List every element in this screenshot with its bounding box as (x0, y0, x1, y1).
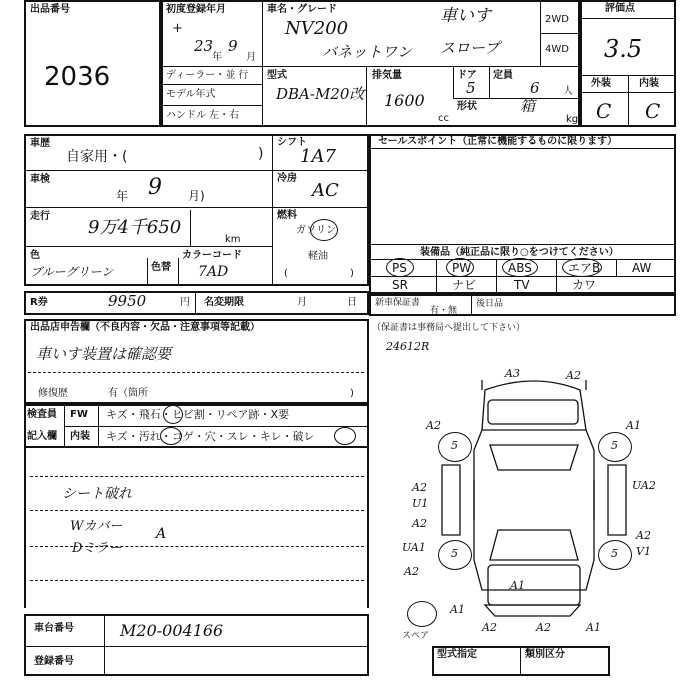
inspector-notes-suffix: A (156, 526, 167, 542)
km-unit: km (225, 234, 241, 245)
color-code-label: カラーコード (182, 250, 242, 261)
shift-value: 1A7 (300, 146, 336, 167)
color-code-value: 7AD (198, 264, 229, 280)
fuel-label: 燃料 (277, 210, 297, 221)
recycle-value: 9950 (108, 292, 147, 310)
damage-mark: A2 (536, 621, 551, 634)
type-value: DBA-M20改 (276, 85, 365, 103)
drive-4wd: 4WD (545, 44, 569, 55)
equip-ps-circle (386, 258, 414, 277)
lot-number: 2036 (44, 62, 111, 92)
model-year-label: モデル年式 (166, 89, 216, 100)
equip-abs: ABS (508, 261, 532, 275)
shaken-month: 9 (148, 175, 162, 200)
damage-mark: A2 (412, 517, 427, 530)
exterior-grade: C (596, 99, 612, 123)
warranty-note-label: （保証書は事務局へ提出して下さい） (372, 323, 526, 333)
capacity-label: 定員 (493, 70, 513, 81)
warranty-new-value: 有・無 (430, 306, 458, 316)
handle-label: ハンドル 左・右 (166, 110, 240, 121)
damage-mark: UA2 (632, 479, 656, 492)
equip-aw: AW (632, 261, 652, 275)
model-type-note: 車いす (440, 6, 491, 26)
displacement-value: 1600 (384, 91, 425, 110)
tire-label-rr: 5 (611, 547, 618, 560)
damage-mark: A2 (412, 481, 427, 494)
year-unit: 年 (212, 52, 222, 63)
recycle-label: R券 (30, 297, 48, 308)
shaken-year-unit: 年 (116, 189, 129, 203)
equip-leather: カワ (572, 278, 597, 292)
damage-mark: A1 (510, 579, 525, 592)
door-label: ドア (457, 70, 477, 81)
type-spec-label: 型式指定 (437, 649, 477, 660)
score-label: 評価点 (605, 3, 635, 14)
history-label: 車歴 (30, 138, 50, 149)
int-circle-2 (334, 427, 356, 445)
month-unit: 月 (246, 52, 256, 63)
exterior-label: 外装 (591, 78, 611, 89)
warranty-note-value: 24612R (386, 340, 430, 353)
damage-mark: A2 (636, 529, 651, 542)
fuel-paren-open: ( (284, 268, 288, 279)
model-name: NV200 (285, 18, 349, 39)
first-reg-label: 初度登録年月 (166, 4, 226, 15)
rename-label: 名変期限 (204, 297, 244, 308)
shift-label: シフト (277, 137, 307, 148)
grade: バネットワン (322, 43, 413, 61)
damage-mark: A2 (426, 419, 441, 432)
first-reg-era-mark: + (172, 21, 183, 36)
fuel-circle (310, 219, 338, 241)
fuel-paren-close: ) (350, 268, 354, 279)
int-label: 内装 (70, 431, 90, 442)
damage-mark: A3 (505, 367, 520, 380)
interior-grade: C (645, 99, 661, 123)
color-label: 色 (30, 250, 40, 261)
mileage-label: 走行 (30, 211, 50, 222)
recycle-yen: 円 (180, 297, 190, 308)
spare-tire (407, 601, 437, 627)
equip-airbag-circle (562, 258, 602, 277)
door-value: 5 (466, 79, 476, 97)
equip-navi: ナビ (452, 278, 477, 292)
fuel-alt: 軽油 (308, 251, 328, 262)
int-circle-1 (160, 427, 182, 445)
class-label: 類別区分 (525, 649, 565, 660)
equip-abs-circle (502, 258, 538, 277)
type-label: 型式 (267, 70, 287, 81)
repair-paren: ) (350, 388, 354, 399)
equipment-title: 装備品（純正品に限り○をつけてください） (420, 247, 619, 258)
recycle-box (24, 291, 369, 315)
fuel-value: ガソリン (296, 225, 336, 236)
model-grade-label: 車名・グレード (267, 4, 337, 15)
score-value: 3.5 (604, 35, 643, 63)
inspector-note-3: Dミラー (72, 541, 122, 556)
car-diagram (390, 360, 680, 640)
interior-label: 内装 (639, 78, 659, 89)
cc-unit: cc (438, 113, 449, 124)
displacement-label: 排気量 (372, 70, 402, 81)
warranty-after-label: 後日品 (476, 299, 504, 309)
kg-unit: kg (566, 114, 579, 125)
inspector-label1: 検査員 (27, 409, 57, 420)
fw-circle (163, 405, 183, 424)
history-value: 自家用・( (66, 149, 128, 165)
person-unit: 人 (563, 86, 573, 97)
inspector-note-2: Wカバー (70, 519, 123, 534)
lot-label: 出品番号 (30, 4, 70, 15)
ac-label: 冷房 (277, 173, 297, 184)
spare-label: スペア (402, 631, 430, 641)
damage-mark: U1 (412, 497, 429, 510)
rename-month: 月 (297, 297, 307, 308)
damage-mark: A1 (586, 621, 601, 634)
equip-tv: TV (514, 278, 530, 292)
repair-label: 修復歴 (38, 388, 68, 399)
inspector-note-1: シート破れ (62, 486, 132, 502)
seller-note: 車いす装置は確認要 (36, 345, 172, 363)
drive-2wd: 2WD (545, 14, 569, 25)
seller-label: 出品店申告欄（不良内容・欠品・注意事項等記載） (30, 322, 260, 333)
rename-day: 日 (347, 297, 357, 308)
first-reg-year: 23 (194, 37, 214, 55)
fw-label: FW (70, 409, 88, 420)
equip-pw-circle (446, 258, 474, 277)
chassis-label: 車台番号 (34, 623, 74, 634)
tire-label-fr: 5 (611, 439, 618, 452)
equip-ps: PS (392, 261, 407, 275)
tire-label-fl: 5 (451, 439, 458, 452)
equip-sr: SR (392, 278, 408, 292)
chassis-value: M20-004166 (120, 621, 224, 640)
warranty-new-label: 新車保証書 (375, 298, 421, 308)
shape-label: 形状 (457, 101, 477, 112)
shaken-label: 車検 (30, 174, 50, 185)
history-paren-close: ) (258, 146, 264, 162)
equip-airbag: エアB (568, 261, 601, 275)
damage-mark: UA1 (402, 541, 426, 554)
int-items: キズ・汚れ・コゲ・穴・スレ・キレ・破レ (106, 430, 315, 443)
damage-mark: A2 (566, 369, 581, 382)
color-change-label: 色替 (151, 262, 171, 273)
color-value: ブルーグリーン (30, 265, 114, 279)
equip-pw: PW (452, 261, 472, 275)
repair-value: 有（箇所 (108, 388, 148, 399)
damage-mark: A1 (626, 419, 641, 432)
dealer-label: ディーラー・並 行 (166, 70, 249, 81)
shaken-month-unit: 月) (188, 189, 205, 203)
mileage-value: 9万4千650 (88, 217, 182, 238)
shape-value: 箱 (520, 97, 536, 115)
tire-label-rl: 5 (451, 547, 458, 560)
first-reg-month: 9 (228, 37, 238, 55)
capacity-value: 6 (530, 79, 540, 97)
damage-mark: V1 (636, 545, 651, 558)
damage-mark: A2 (482, 621, 497, 634)
header-box (161, 0, 580, 127)
sales-point-label: セールスポイント（正常に機能するものに限ります） (378, 136, 618, 147)
damage-mark: A1 (450, 603, 465, 616)
ac-value: AC (312, 180, 339, 201)
inspector-label2: 記入欄 (27, 431, 57, 442)
grade-note: スロープ (440, 39, 500, 57)
damage-mark: A2 (404, 565, 419, 578)
registration-label: 登録番号 (34, 656, 74, 667)
fw-items: キズ・飛石・ヒビ割・リペア跡・X要 (106, 408, 290, 421)
